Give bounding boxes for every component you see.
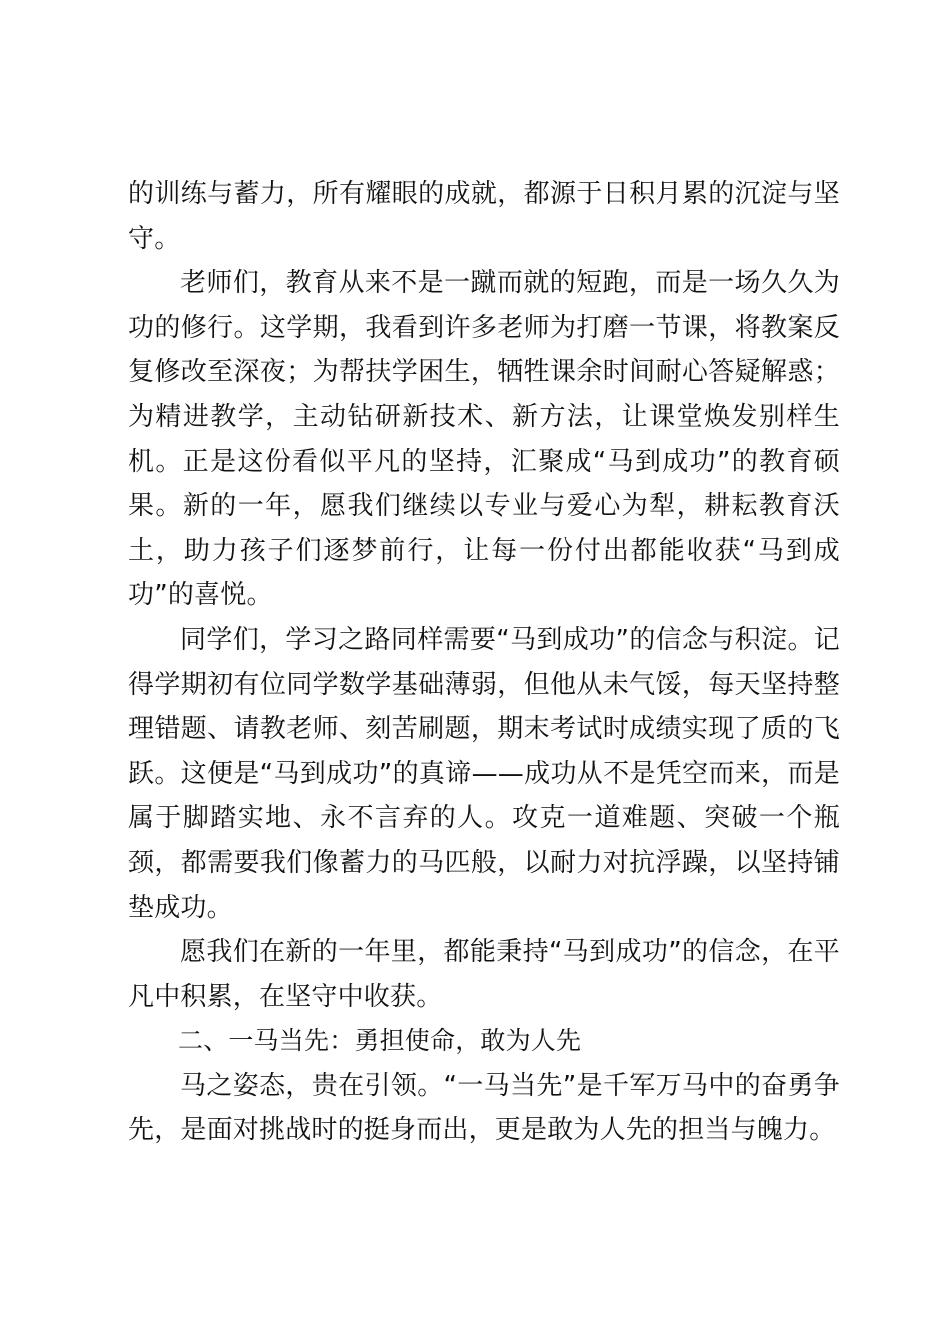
document-body [128, 172, 840, 1153]
paragraph-leading: 马之姿态，贵在引领。“一马当先”是千军万马中的奋勇争先，是面对挑战时的挺身而出，更是敢为人先的担当与魄力。 [128, 1070, 840, 1146]
paragraph-continuation: 的训练与蓄力，所有耀眼的成就，都源于日积月累的沉淀与坚守。 [128, 179, 840, 254]
paragraph-wish: 愿我们在新的一年里，都能秉持“马到成功”的信念，在平凡中积累，在坚守中收获。 [128, 937, 840, 1012]
paragraph-teachers: 老师们，教育从来不是一蹴而就的短跑，而是一场久久为功的修行。这学期，我看到许多老师为打磨一节课，将教案反复修改至深夜；为帮扶学困生，牺牲课余时间耐心答疑解惑；为精进教学，主动钻研新技术、新方法，让课堂焕发别样生机。正是这份看似平凡的坚持，汇聚成“马到成功”的教育硕果。新的一年，愿我们继续以专业与爱心为犁，耕耘教育沃土，助力孩子们逐梦前行，让每一份付出都能收获“马到成功”的喜悦。 [128, 268, 840, 611]
paragraph-students: 同学们，学习之路同样需要“马到成功”的信念与积淀。记得学期初有位同学数学基础薄弱，但他从未气馁，每天坚持整理错题、请教老师、刻苦刷题，期末考试时成绩实现了质的飞跃。这便是“马到成功”的真谛——成功从不是凭空而来，而是属于脚踏实地、永不言弃的人。攻克一道难题、突破一个瓶颈，都需要我们像蓄力的马匹般，以耐力对抗浮躁，以坚持铺垫成功。 [128, 624, 840, 923]
section-heading: 二、一马当先：勇担使命，敢为人先 [178, 1026, 582, 1056]
